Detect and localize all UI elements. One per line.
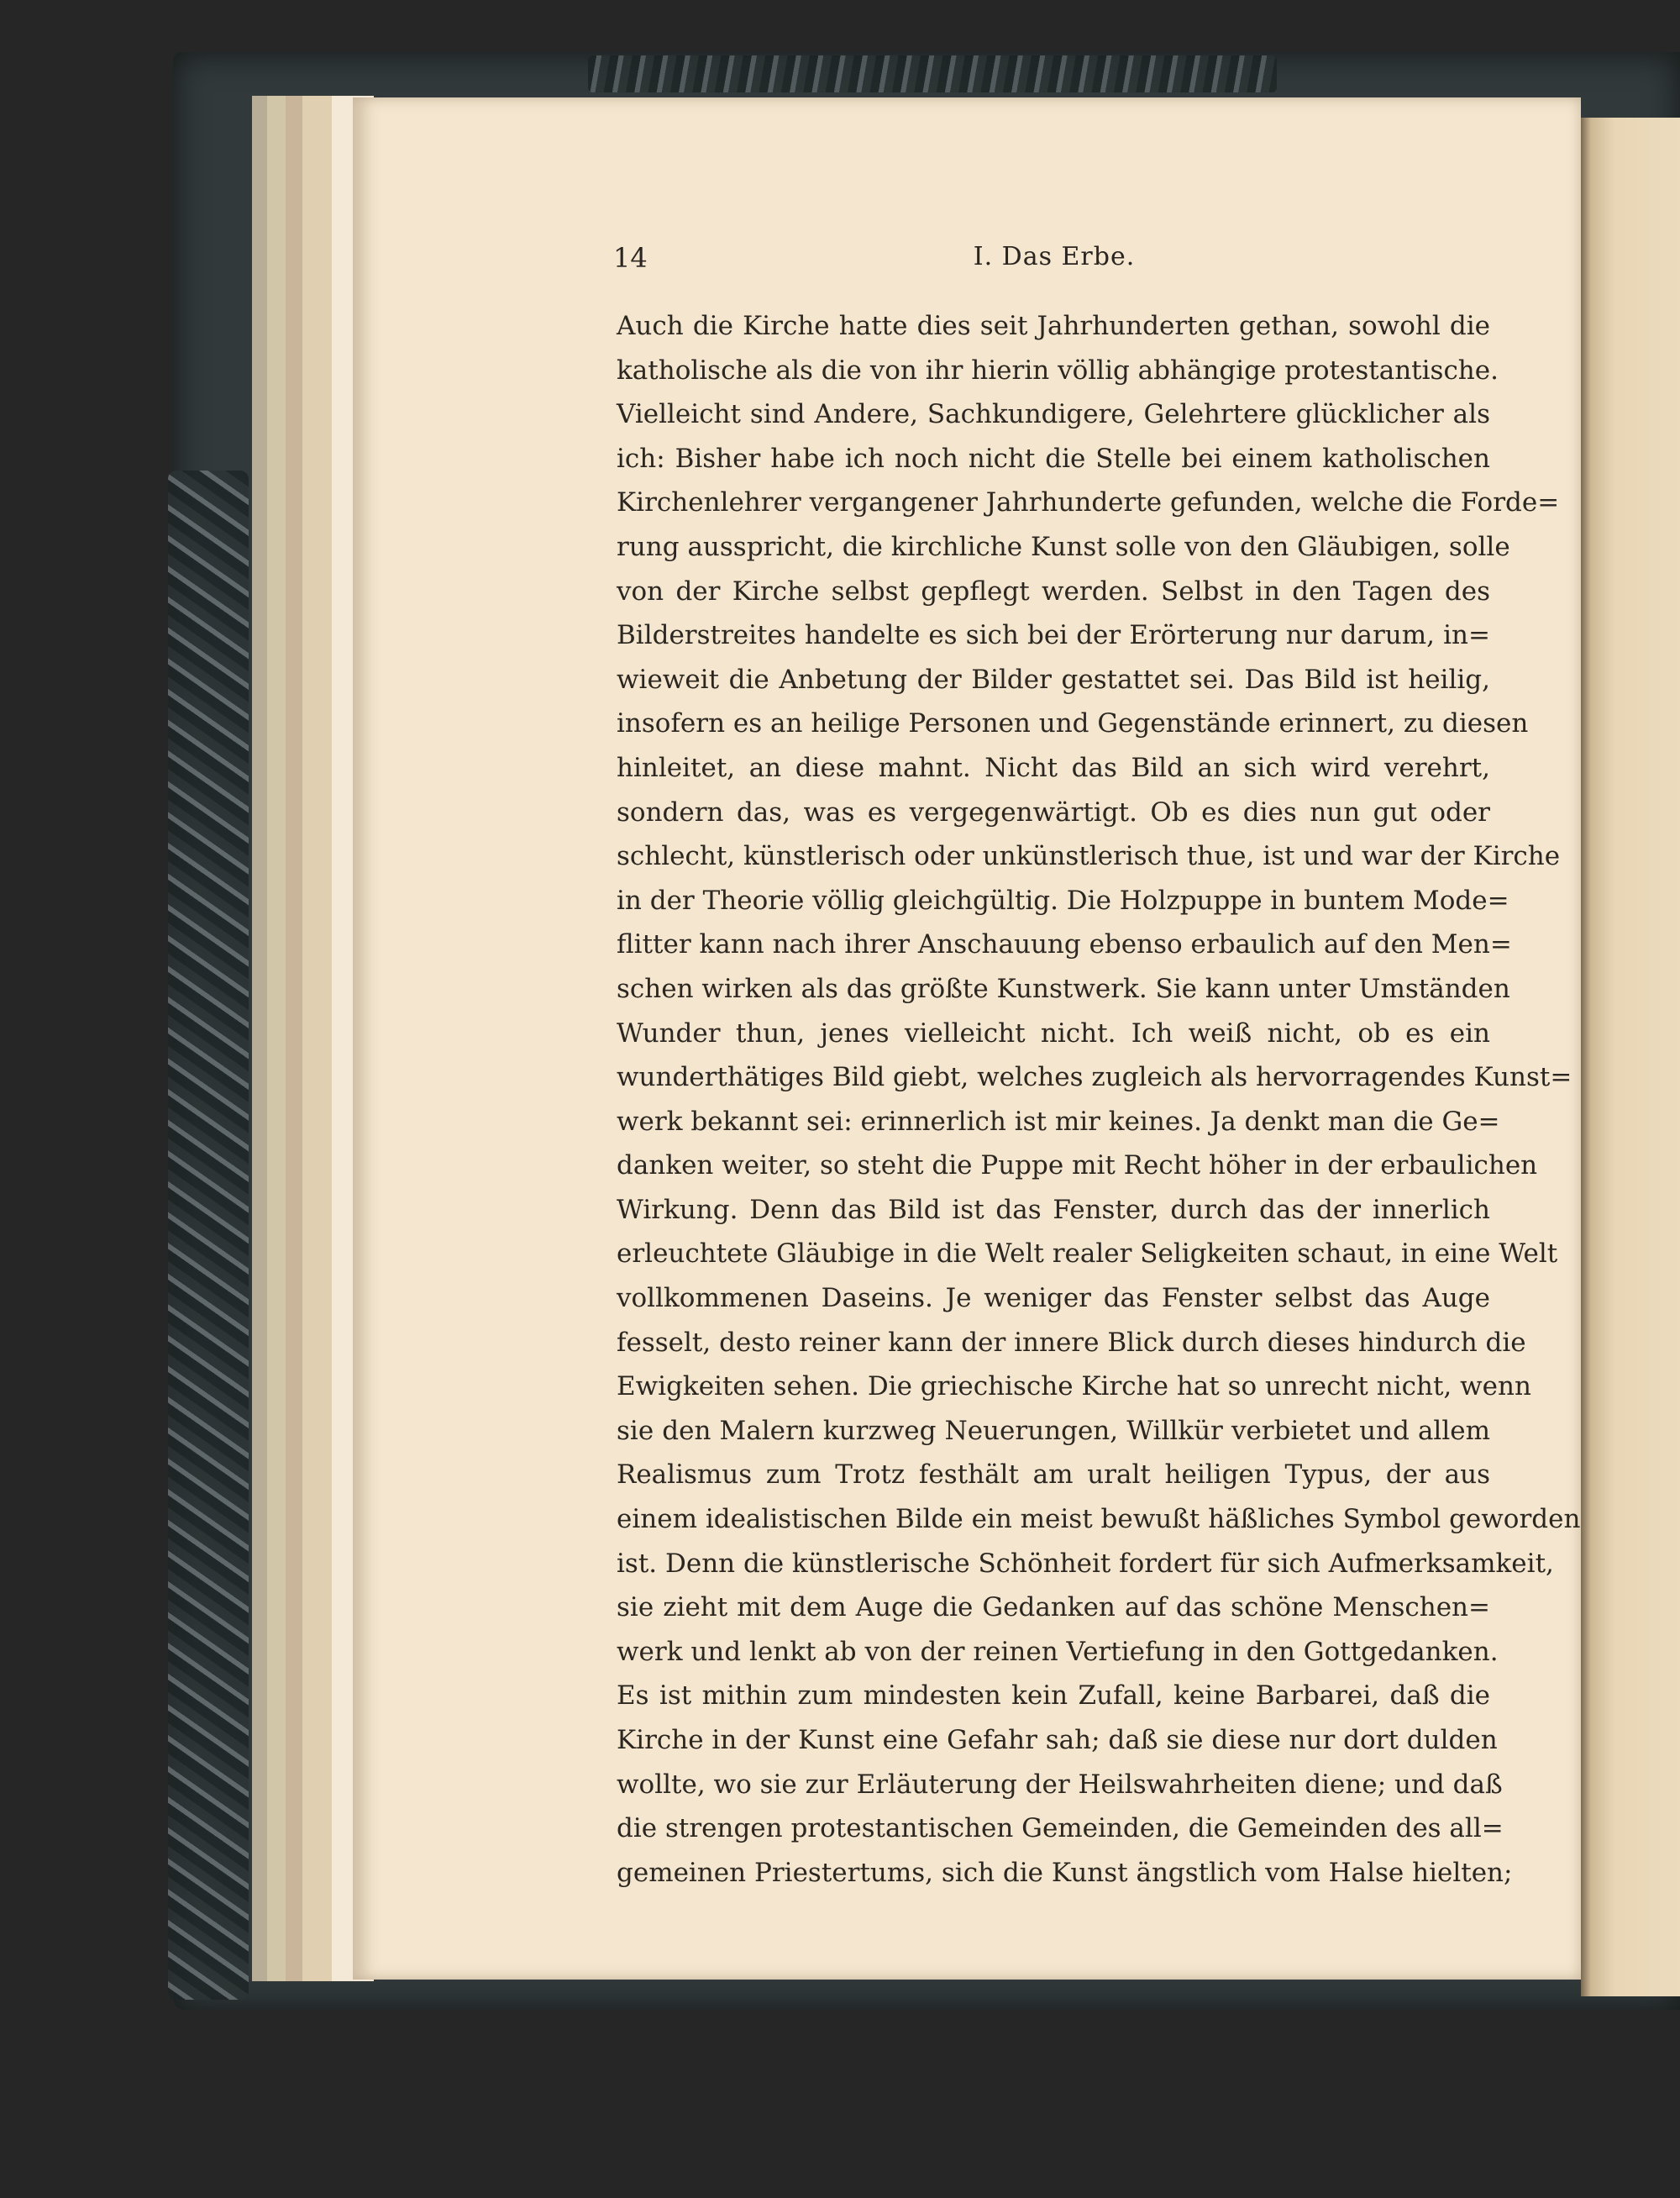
spine-ornament <box>168 471 249 2000</box>
text-line: sie zieht mit dem Auge die Gedanken auf das schöne Menschen= <box>617 1592 1490 1623</box>
text-line: flitter kann nach ihrer Anschauung ebenso erbaulich auf den Men= <box>617 929 1512 960</box>
text-line: Kirche in der Kunst eine Gefahr sah; daß sie diese nur dort dulden <box>617 1725 1498 1755</box>
text-line: schen wirken als das größte Kunstwerk. Sie kann unter Umständen <box>617 973 1510 1004</box>
text-line: ich: Bisher habe ich noch nicht die Stelle bei einem katholischen <box>617 443 1490 474</box>
text-line: Wunder thun, jenes vielleicht nicht. Ich weiß nicht, ob es ein <box>617 1017 1490 1049</box>
facing-page-edge <box>1581 118 1680 1996</box>
text-line: Realismus zum Trotz festhält am uralt heiligen Typus, der aus <box>617 1459 1490 1491</box>
text-line: Es ist mithin zum mindesten kein Zufall, keine Barbarei, daß die <box>617 1680 1490 1712</box>
page-header <box>613 242 1495 279</box>
text-line: werk und lenkt ab von der reinen Vertiefung in den Gottgedanken. <box>617 1636 1499 1667</box>
text-line: sondern das, was es vergegenwärtigt. Ob es dies nun gut oder <box>617 797 1490 828</box>
text-line: sie den Malern kurzweg Neuerungen, Willkür verbietet und allem <box>617 1415 1490 1446</box>
text-line: erleuchtete Gläubige in die Welt realer Seligkeiten schaut, in eine Welt <box>617 1238 1558 1270</box>
text-line: werk bekannt sei: erinnerlich ist mir keines. Ja denkt man die Ge= <box>617 1106 1500 1137</box>
text-line: die strengen protestantischen Gemeinden, die Gemeinden des all= <box>617 1813 1504 1844</box>
text-line: in der Theorie völlig gleichgültig. Die Holzpuppe in buntem Mode= <box>617 885 1509 916</box>
text-line: wieweit die Anbetung der Bilder gestattet sei. Das Bild ist heilig, <box>617 664 1490 695</box>
text-line: von der Kirche selbst gepflegt werden. Selbst in den Tagen des <box>617 576 1490 607</box>
cover-ornament <box>588 55 1277 92</box>
text-line: Auch die Kirche hatte dies seit Jahrhunderten gethan, sowohl die <box>617 311 1490 341</box>
text-line: danken weiter, so steht die Puppe mit Recht höher in der erbaulichen <box>617 1150 1538 1181</box>
text-line: rung ausspricht, die kirchliche Kunst solle von den Gläubigen, solle <box>617 531 1510 562</box>
text-line: Ewigkeiten sehen. Die griechische Kirche hat so unrecht nicht, wenn <box>617 1371 1531 1402</box>
text-line: vollkommenen Daseins. Je weniger das Fenster selbst das Auge <box>617 1283 1490 1314</box>
text-line: fesselt, desto reiner kann der innere Blick durch dieses hindurch die <box>617 1327 1526 1358</box>
text-line: Kirchenlehrer vergangener Jahrhunderte gefunden, welche die Forde= <box>617 487 1560 518</box>
text-line: Bilderstreites handelte es sich bei der Erörterung nur darum, in= <box>617 620 1490 651</box>
text-line: ist. Denn die künstlerische Schönheit fordert für sich Aufmerksamkeit, <box>617 1548 1554 1579</box>
running-title: I. Das Erbe. <box>973 242 1136 271</box>
text-line: insofern es an heilige Personen und Gegenstände erinnert, zu diesen <box>617 708 1529 739</box>
text-line: Vielleicht sind Andere, Sachkundigere, Gelehrtere glücklicher als <box>617 399 1490 430</box>
body-text <box>617 304 1581 1895</box>
text-line: Wirkung. Denn das Bild ist das Fenster, durch das der innerlich <box>617 1194 1490 1225</box>
text-line: schlecht, künstlerisch oder unkünstlerisch thue, ist und war der Kirche <box>617 841 1561 872</box>
text-line: hinleitet, an diese mahnt. Nicht das Bild an sich wird verehrt, <box>617 752 1490 783</box>
text-line: katholische als die von ihr hierin völlig abhängige protestantische. <box>617 355 1499 386</box>
text-line: wunderthätiges Bild giebt, welches zugleich als hervorragendes Kunst= <box>617 1062 1572 1093</box>
text-line: gemeinen Priestertums, sich die Kunst ängstlich vom Halse hielten; <box>617 1857 1513 1888</box>
text-line: wollte, wo sie zur Erläuterung der Heilswahrheiten diene; und daß <box>617 1769 1503 1800</box>
text-line: einem idealistischen Bilde ein meist bewußt häßliches Symbol geworden <box>617 1504 1581 1535</box>
page-number: 14 <box>613 242 648 274</box>
